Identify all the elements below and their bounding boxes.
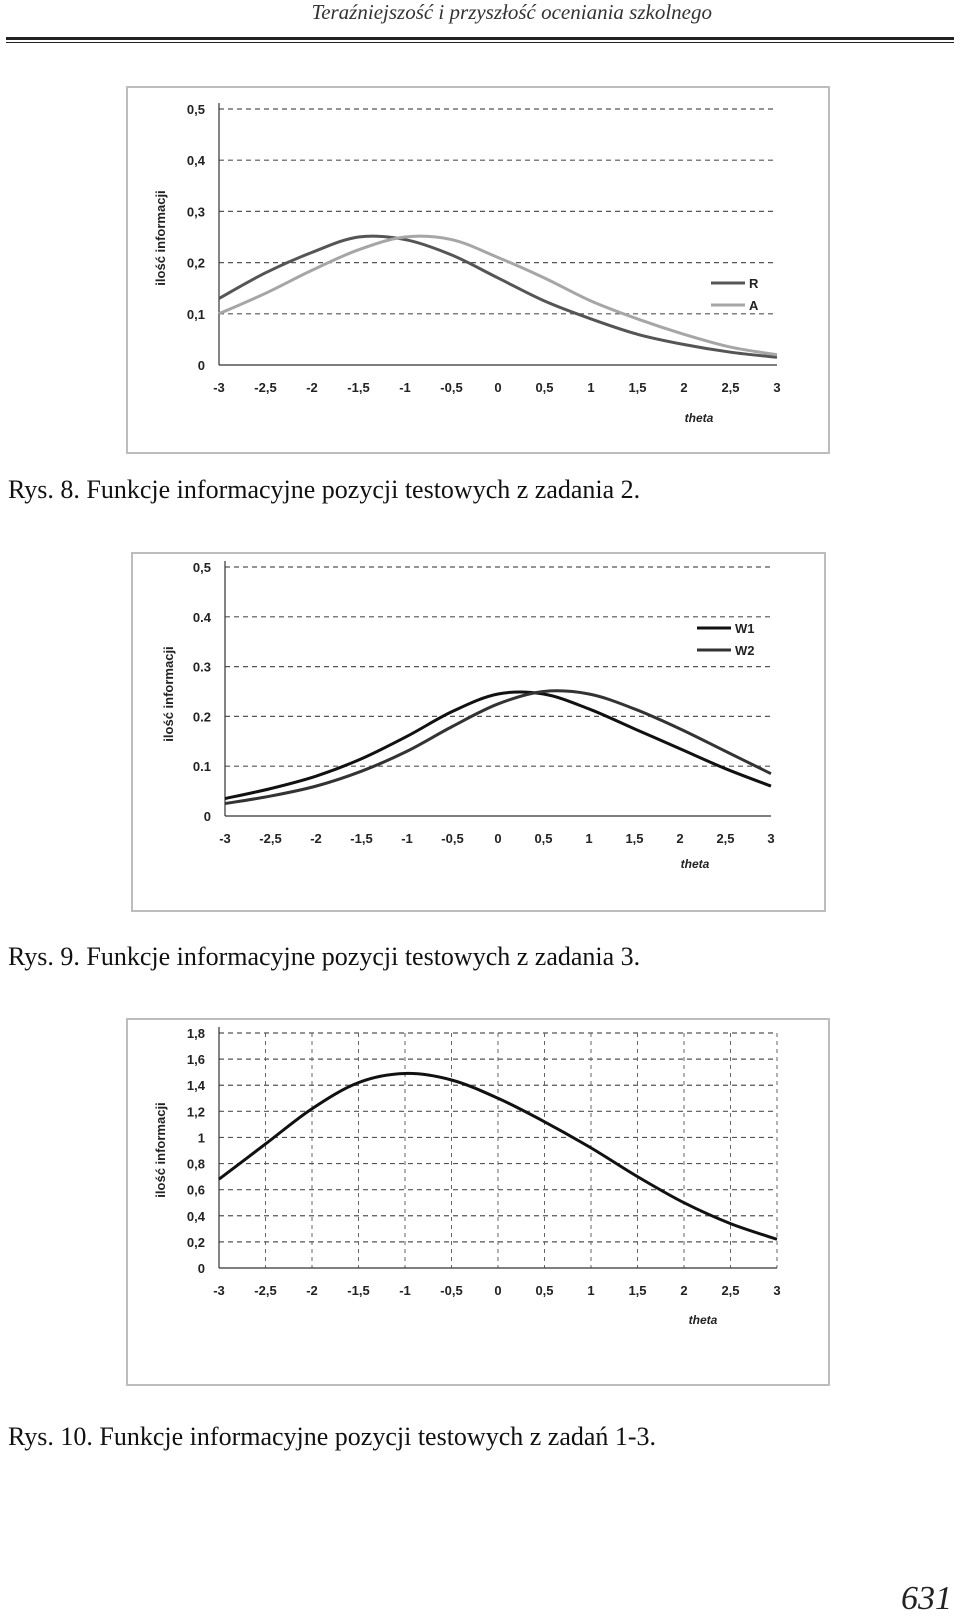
running-header	[0, 0, 960, 44]
fig10-xtick-label: 1,5	[628, 1283, 647, 1298]
fig10-xtick-label: 0,5	[535, 1283, 554, 1298]
fig8-ytick-label: 0	[197, 358, 205, 373]
fig8-ytick-label: 0,1	[186, 306, 205, 322]
fig9-xtick-label: 0,5	[534, 831, 553, 846]
fig9-ytick-label: 0	[203, 809, 211, 824]
fig8-xtick-label: 3	[773, 380, 781, 395]
fig8-series-R-line	[219, 236, 777, 357]
fig10-xtick-label: -0,5	[440, 1283, 463, 1298]
fig9-series-W2-line	[225, 691, 771, 804]
fig9-legend-label-W1: W1	[735, 621, 755, 636]
fig8-xtick-label: -3	[213, 380, 225, 395]
figure-9-caption: Rys. 9. Funkcje informacyjne pozycji testowych z zadania 3.	[8, 942, 641, 971]
running-header-title: Teraźniejszość i przyszłość oceniania szkolnego	[311, 0, 712, 24]
fig10-ytick-label: 1,8	[186, 1026, 205, 1041]
fig9-xtick-label: -2	[310, 831, 322, 846]
fig9-xtick-label: 2	[676, 831, 684, 846]
fig9-ytick-label: 0,5	[192, 560, 211, 575]
fig8-ytick-label: 0,2	[186, 255, 205, 271]
fig9-xtick-label: -1,5	[350, 831, 373, 846]
fig9-xtick-label: -2,5	[259, 831, 282, 846]
fig10-y-axis-label: ilość informacji	[153, 1102, 168, 1198]
fig8-ytick-label: 0,4	[186, 153, 205, 169]
fig10-xtick-label: 0	[494, 1283, 502, 1298]
fig9-xtick-label: 0	[494, 831, 502, 846]
fig9-ytick-label: 0.2	[192, 709, 211, 725]
fig8-xtick-label: 0,5	[535, 380, 554, 395]
fig8-xtick-label: -1	[399, 380, 411, 395]
figure-8-chart	[126, 86, 830, 454]
fig8-xtick-label: -2,5	[254, 380, 277, 395]
fig10-ytick-label: 1	[197, 1130, 205, 1146]
fig9-series-W1-line	[225, 692, 771, 799]
fig8-ytick-label: 0,3	[186, 204, 205, 220]
fig8-xtick-label: -1,5	[347, 380, 370, 395]
fig10-ytick-label: 0,8	[186, 1156, 205, 1172]
fig9-xtick-label: 3	[767, 831, 775, 846]
fig10-xtick-label: -3	[213, 1283, 225, 1298]
fig8-xtick-label: 1	[587, 380, 595, 395]
fig8-xtick-label: -0,5	[440, 380, 463, 395]
figure-8-svg	[128, 88, 828, 452]
fig10-x-axis-label: theta	[688, 1313, 718, 1327]
fig8-legend-label-R: R	[749, 276, 759, 291]
fig8-xtick-label: 2,5	[721, 380, 740, 395]
fig8-xtick-label: 2	[680, 380, 688, 395]
fig10-xtick-label: -1,5	[347, 1283, 370, 1298]
fig10-xtick-label: -2	[306, 1283, 318, 1298]
figure-10-caption: Rys. 10. Funkcje informacyjne pozycji testowych z zadań 1-3.	[8, 1422, 657, 1451]
fig9-ytick-label: 0.1	[192, 759, 211, 775]
fig8-y-axis-label: ilość informacji	[153, 190, 168, 286]
fig8-xtick-label: 1,5	[628, 380, 647, 395]
fig10-ytick-label: 1,4	[186, 1078, 205, 1094]
fig10-ytick-label: 1,2	[186, 1104, 205, 1120]
fig9-xtick-label: -1	[401, 831, 413, 846]
fig10-xtick-label: 1	[587, 1283, 595, 1298]
fig8-x-axis-label: theta	[684, 411, 714, 425]
fig8-legend-label-A: A	[749, 298, 759, 313]
fig10-ytick-label: 0,6	[186, 1182, 205, 1198]
header-rule-thick	[6, 37, 954, 40]
fig9-x-axis-label: theta	[680, 857, 710, 871]
fig8-xtick-label: 0	[494, 380, 502, 395]
fig9-xtick-label: -0,5	[441, 831, 464, 846]
fig10-ytick-label: 0	[197, 1261, 205, 1276]
figure-10-svg	[128, 1020, 828, 1384]
fig9-xtick-label: 1	[585, 831, 593, 846]
fig9-legend-label-W2: W2	[735, 643, 755, 658]
page-number: 631	[901, 1580, 952, 1617]
fig10-xtick-label: -1	[399, 1283, 411, 1298]
fig9-ytick-label: 0.4	[192, 609, 211, 625]
fig10-xtick-label: 2,5	[721, 1283, 740, 1298]
fig9-y-axis-label: ilość informacji	[161, 646, 176, 742]
fig10-ytick-label: 0,2	[186, 1234, 205, 1250]
fig10-xtick-label: -2,5	[254, 1283, 277, 1298]
fig10-xtick-label: 3	[773, 1283, 781, 1298]
fig8-series-A-line	[219, 236, 777, 355]
figure-9-svg	[133, 554, 824, 910]
fig9-xtick-label: 2,5	[716, 831, 735, 846]
fig9-xtick-label: -3	[219, 831, 231, 846]
figure-10-chart	[126, 1018, 830, 1386]
fig10-ytick-label: 0,4	[186, 1208, 205, 1224]
figure-8-caption: Rys. 8. Funkcje informacyjne pozycji testowych z zadania 2.	[8, 475, 641, 504]
figure-9-chart	[131, 552, 826, 912]
header-rule-thin	[6, 42, 954, 43]
fig10-xtick-label: 2	[680, 1283, 688, 1298]
fig8-xtick-label: -2	[306, 380, 318, 395]
fig9-xtick-label: 1,5	[625, 831, 644, 846]
fig8-ytick-label: 0,5	[186, 102, 205, 117]
fig9-ytick-label: 0.3	[192, 659, 211, 675]
fig10-ytick-label: 1,6	[186, 1052, 205, 1068]
